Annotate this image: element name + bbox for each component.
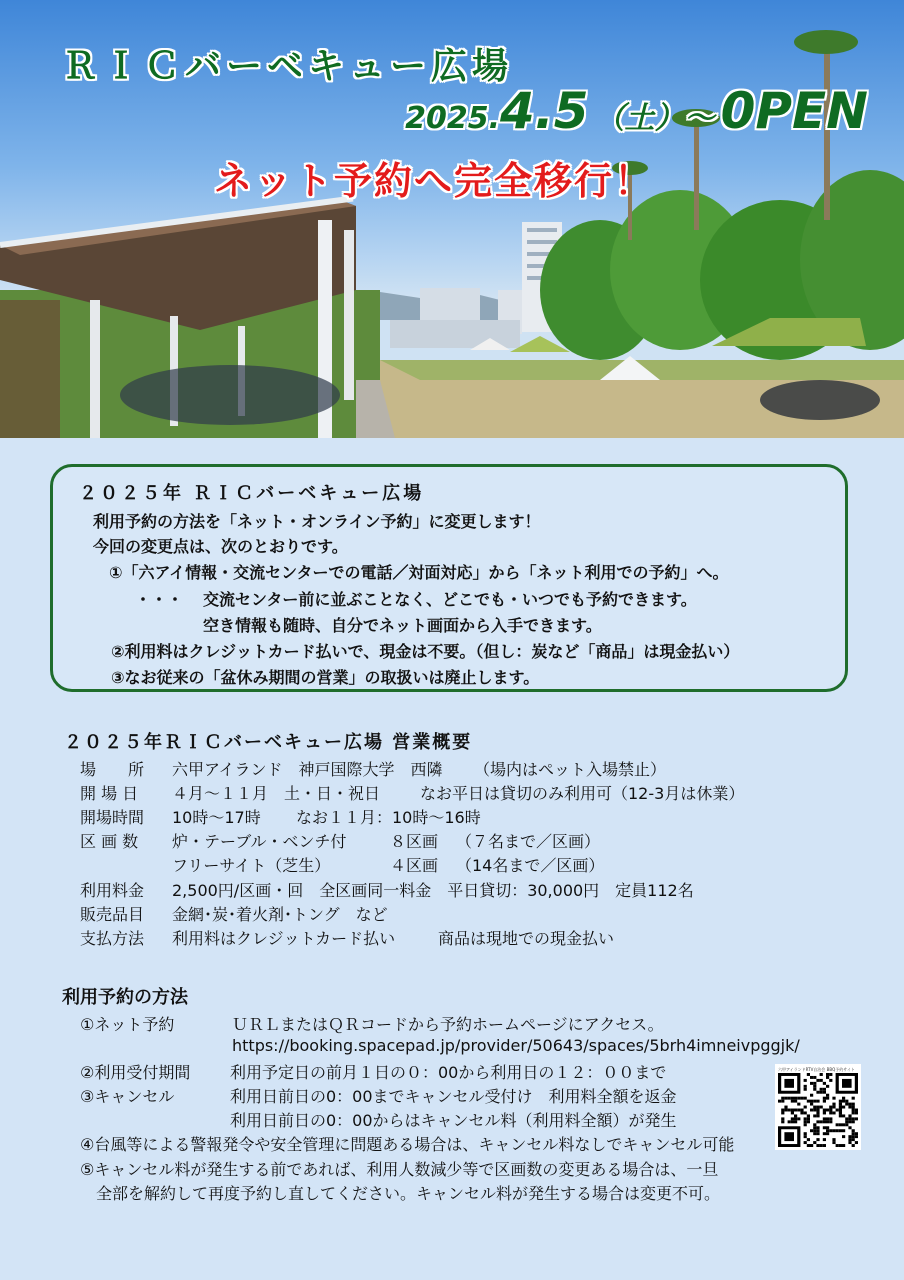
notice-line: ②利用料はクレジットカード払いで、現金は不要。（但し：炭など「商品」は現金払い） bbox=[111, 642, 740, 661]
notice-title: ２０２５年 ＲＩＣバーベキュー広場 bbox=[79, 483, 425, 504]
summary-value: なお１１月：10時～16時 bbox=[296, 808, 481, 827]
notice-line: ③なお従来の「盆休み期間の営業」の取扱いは廃止します。 bbox=[111, 668, 540, 687]
summary-value: 2,500円/区画・回 全区画同一料金 平日貸切：30,000円 定員112名 bbox=[172, 881, 694, 900]
summary-label: 区 画 数 bbox=[80, 832, 139, 851]
reservation-label: ②利用受付期間 bbox=[80, 1063, 191, 1082]
reservation-text: 利用予定日の前月１日の０：00から利用日の１２：００まで bbox=[230, 1063, 667, 1082]
summary-value: 10時～17時 bbox=[172, 808, 261, 827]
open-date-monthday: 4.5 bbox=[499, 82, 589, 140]
open-date bbox=[405, 82, 868, 140]
qr-code-icon bbox=[778, 1073, 858, 1147]
hero-photo bbox=[0, 0, 904, 438]
qr-code[interactable] bbox=[775, 1064, 861, 1150]
summary-value: 商品は現地での現金払い bbox=[438, 929, 615, 948]
page-title: ＲＩＣバーベキュー広場 bbox=[62, 46, 514, 87]
summary-value: 六甲アイランド 神戸国際大学 西隣 bbox=[172, 760, 443, 779]
headline-red: ネット予約へ完全移行！ bbox=[214, 159, 655, 203]
summary-value: （７名まで／区画） bbox=[456, 832, 601, 851]
summary-value: 利用料はクレジットカード払い bbox=[172, 929, 396, 948]
notice-line: 空き情報も随時、自分でネット画面から入手できます。 bbox=[203, 616, 602, 635]
summary-value: （場内はペット入場禁止） bbox=[474, 760, 667, 779]
summary-label: 場 所 bbox=[80, 760, 145, 779]
reservation-text: 利用日前日の0：00までキャンセル受付け 利用料全額を返金 bbox=[230, 1087, 677, 1106]
notice-line: ①「六アイ情報・交流センターでの電話／対面対応」から「ネット利用での予約」へ。 bbox=[109, 563, 729, 582]
notice-line: 交流センター前に並ぶことなく、どこでも・いつでも予約できます。 bbox=[203, 590, 697, 609]
reservation-title: 利用予約の方法 bbox=[62, 987, 188, 1008]
summary-value: （14名まで／区画） bbox=[456, 856, 605, 875]
notice-line: 利用予約の方法を「ネット・オンライン予約」に変更します！ bbox=[93, 512, 541, 531]
summary-value: 炉・テーブル・ベンチ付 bbox=[172, 832, 347, 851]
notice-line: 今回の変更点は、次のとおりです。 bbox=[93, 537, 348, 556]
summary-value: なお平日は貸切のみ利用可（12-3月は休業） bbox=[420, 784, 745, 803]
notice-dots: ・・・ bbox=[135, 590, 184, 609]
summary-value: フリーサイト（芝生） bbox=[172, 856, 331, 875]
summary-label: 開場時間 bbox=[80, 808, 145, 827]
summary-label: 販売品目 bbox=[80, 905, 145, 924]
summary-title: ２０２５年ＲＩＣバーベキュー広場 営業概要 bbox=[64, 732, 473, 753]
summary-label: 支払方法 bbox=[80, 929, 145, 948]
summary-value: ８区画 bbox=[390, 832, 439, 851]
summary-label: 開 場 日 bbox=[80, 784, 139, 803]
summary-value: ４月～１１月 土・日・祝日 bbox=[172, 784, 381, 803]
open-date-year: 2025. bbox=[405, 101, 500, 136]
reservation-label: ③キャンセル bbox=[80, 1087, 175, 1106]
booking-url-link[interactable]: https://booking.spacepad.jp/provider/50643/spaces/5brh4imneivpggjk/ bbox=[232, 1036, 800, 1055]
reservation-note: ④台風等による警報発令や安全管理に問題ある場合は、キャンセル料なしでキャンセル可能 bbox=[80, 1135, 735, 1154]
reservation-note: ⑤キャンセル料が発生する前であれば、利用人数減少等で区画数の変更ある場合は、一旦 bbox=[80, 1160, 719, 1179]
open-label: 0PEN bbox=[720, 82, 868, 140]
reservation-text: ＵＲＬまたはＱＲコードから予約ホームページにアクセス。 bbox=[232, 1015, 664, 1034]
reservation-label: ①ネット予約 bbox=[80, 1015, 175, 1034]
summary-value: 金網･炭･着火剤･トング など bbox=[172, 905, 388, 924]
summary-label: 利用料金 bbox=[80, 881, 145, 900]
summary-value: ４区画 bbox=[390, 856, 439, 875]
qr-caption: 六甲アイランドRTV自治会 BBQ予約サイト bbox=[778, 1067, 855, 1072]
open-date-weekday: （土）～ bbox=[594, 101, 715, 136]
reservation-text: 利用日前日の0：00からはキャンセル料（利用料全額）が発生 bbox=[230, 1111, 677, 1130]
reservation-note: 全部を解約して再度予約し直してください。キャンセル料が発生する場合は変更不可。 bbox=[96, 1184, 721, 1203]
change-notice-box bbox=[50, 464, 848, 692]
